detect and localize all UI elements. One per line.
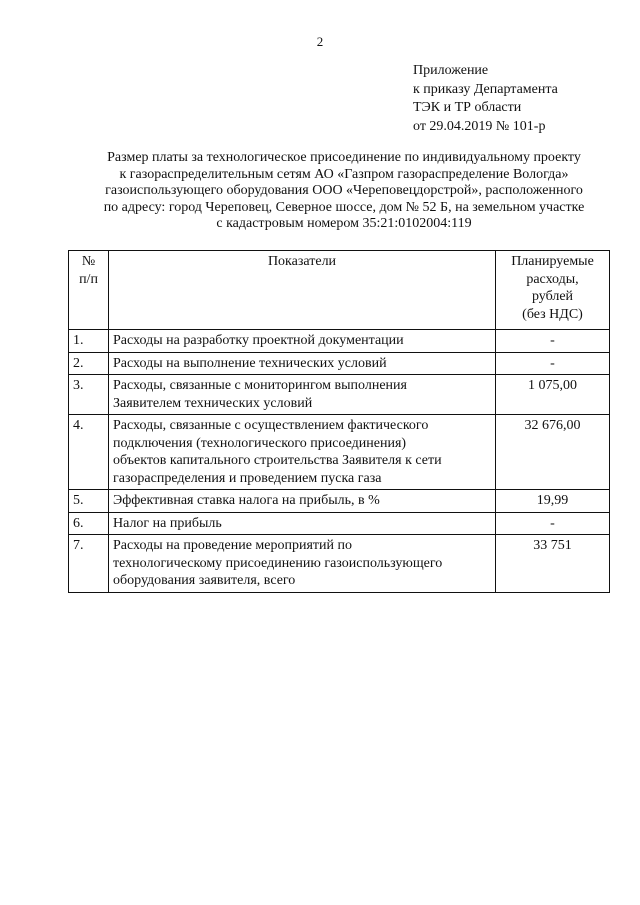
title-line: газоиспользующего оборудования ООО «Череповецдорстрой», расположенного [105, 183, 583, 198]
header-number-line: п/п [79, 271, 98, 287]
title-line: с кадастровым номером 35:21:0102004:119 [216, 216, 472, 231]
row-indicator-line: Расходы, связанные с мониторингом выполнения [113, 378, 407, 393]
table-row [69, 330, 610, 353]
table-row [69, 512, 610, 535]
row-indicator [109, 415, 496, 490]
title-line: Размер платы за технологическое присоединение по индивидуальному проекту [107, 150, 581, 165]
table-row [69, 535, 610, 593]
row-value: - [496, 330, 610, 353]
row-indicator-line: Расходы на проведение мероприятий по [113, 538, 353, 553]
table-row [69, 375, 610, 415]
header-expenses-line: рублей [531, 289, 574, 304]
header-indicators-label: Показатели [267, 254, 337, 269]
row-indicator-line: Эффективная ставка налога на прибыль, в % [113, 493, 380, 508]
row-value: - [496, 352, 610, 375]
row-indicator-line: оборудования заявителя, всего [113, 573, 296, 588]
table-header-row [69, 251, 610, 330]
row-indicator [109, 512, 496, 535]
row-value: 19,99 [496, 490, 610, 513]
document-title [66, 150, 622, 233]
header-number [69, 251, 109, 330]
row-indicator [109, 352, 496, 375]
row-indicator [109, 330, 496, 353]
table-row [69, 415, 610, 490]
row-indicator [109, 490, 496, 513]
appendix-line: от 29.04.2019 № 101-р [413, 118, 546, 134]
row-value: 32 676,00 [496, 415, 610, 490]
appendix-line: к приказу Департамента [413, 81, 558, 97]
header-expenses-line: Планируемые [511, 254, 594, 269]
row-indicator-line: Расходы, связанные с осуществлением фактического [113, 418, 429, 433]
row-number: 1. [69, 330, 109, 353]
header-indicators [109, 251, 496, 330]
header-number-line: № [81, 254, 96, 269]
appendix-block [413, 62, 558, 136]
row-indicator [109, 375, 496, 415]
row-indicator [109, 535, 496, 593]
cost-table [68, 250, 610, 593]
row-indicator-line: Расходы на разработку проектной документации [113, 333, 404, 348]
appendix-line: ТЭК и ТР области [413, 100, 522, 115]
page-number: 2 [316, 34, 324, 49]
title-line: по адресу: город Череповец, Северное шоссе, дом № 52 Б, на земельном участке [103, 199, 585, 215]
table-row [69, 352, 610, 375]
header-expenses-line: (без НДС) [522, 306, 583, 322]
row-number: 6. [69, 512, 109, 535]
row-indicator-line: объектов капитального строительства Заявителя к сети [113, 453, 442, 468]
row-number: 5. [69, 490, 109, 513]
header-expenses-line: расходы, [526, 271, 579, 287]
appendix-line: Приложение [413, 63, 489, 78]
row-value: 1 075,00 [496, 375, 610, 415]
title-line: к газораспределительным сетям АО «Газпром газораспределение Вологда» [119, 166, 569, 182]
row-indicator-line: Расходы на выполнение технических условий [113, 355, 387, 371]
row-number: 7. [69, 535, 109, 593]
header-expenses [496, 251, 610, 330]
row-indicator-line: газораспределения и проведением пуска газа [113, 470, 382, 486]
table-row [69, 490, 610, 513]
row-number: 4. [69, 415, 109, 490]
row-number: 2. [69, 352, 109, 375]
row-value: - [496, 512, 610, 535]
row-indicator-line: подключения (технологического присоединения) [113, 435, 407, 451]
row-indicator-line: технологическому присоединению газоиспользующего [113, 555, 443, 571]
row-value: 33 751 [496, 535, 610, 593]
row-indicator-line: Заявителем технических условий [113, 395, 313, 411]
row-number: 3. [69, 375, 109, 415]
row-indicator-line: Налог на прибыль [113, 515, 222, 531]
